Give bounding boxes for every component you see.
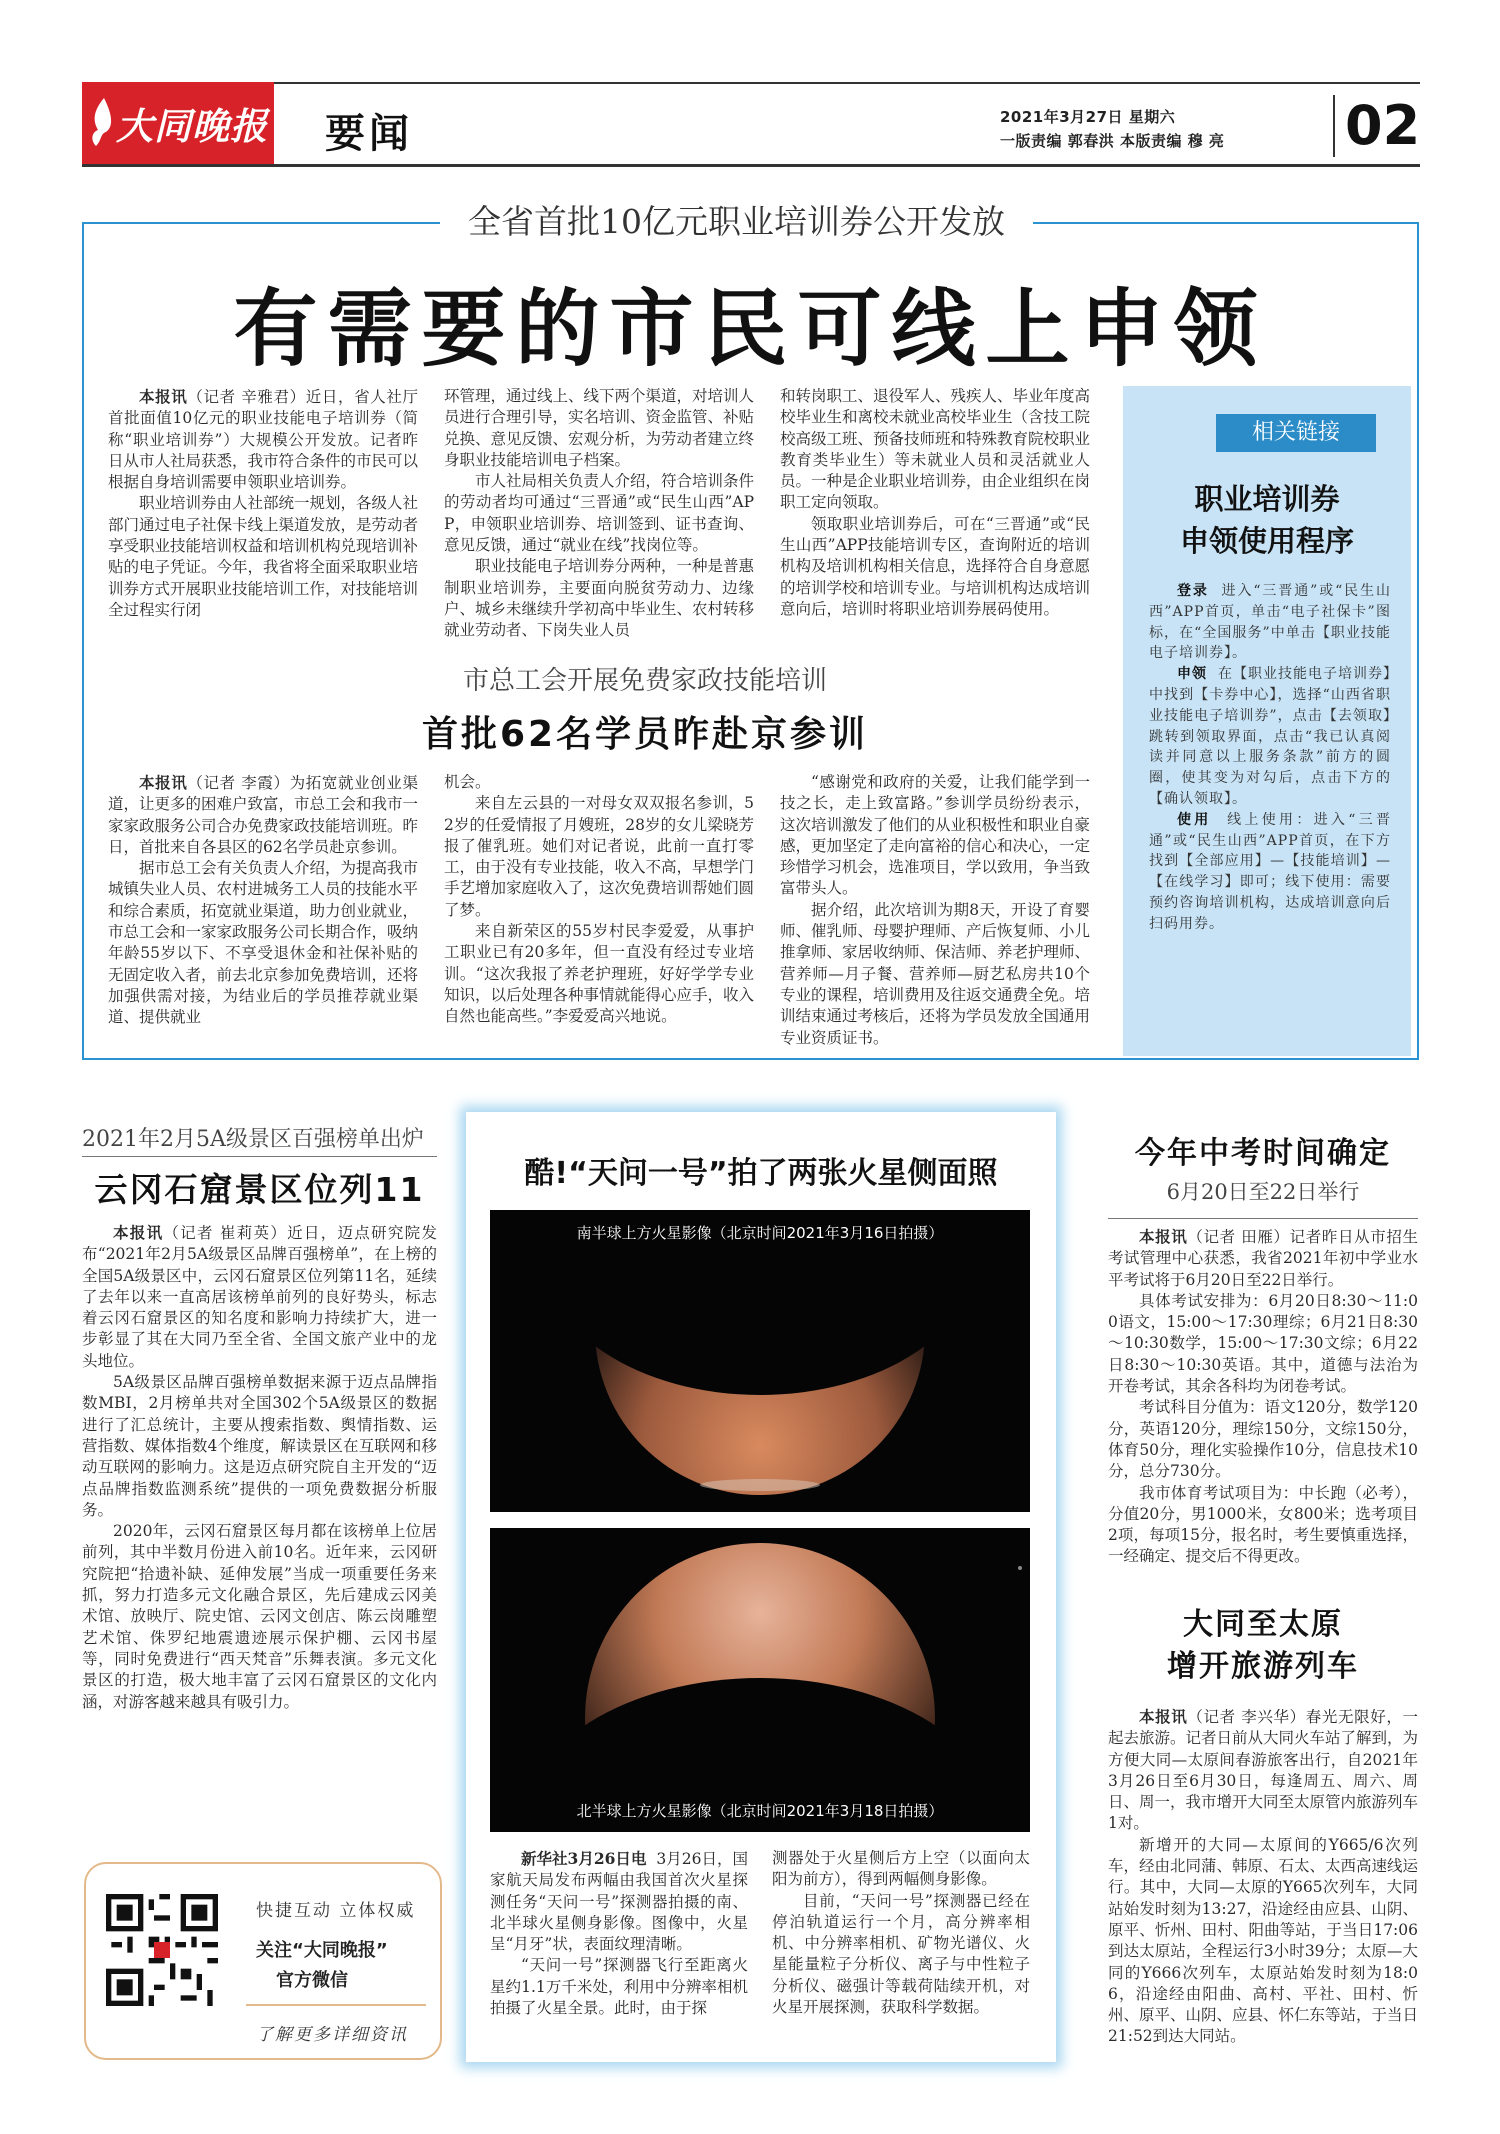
lead-reporter: （记者 辛雅君）	[187, 388, 306, 406]
logo-text: 大同晚报	[116, 104, 268, 148]
promo-slogan: 快捷互动 立体权威	[256, 1901, 416, 1921]
issue-date: 2021年3月27日 星期六	[1000, 108, 1176, 126]
page-number: 02	[1345, 94, 1421, 157]
mars-crescent-south-icon	[490, 1210, 1030, 1512]
train-paragraph: 新增开的大同—太原间的Y665/6次列车，经由北同蒲、韩原、石太、太西高速线运行。其中，大同—太原的Y665次列车，大同站始发时刻为13:27，沿途经由应县、山阴、原平、忻州、田村、阳曲等站，于当日17:06到达太原站，全程运行3小时39分；太原—大同的Y666次列车，太原站始发时刻为18:06，沿途经由阳曲、高村、平社、田村、忻州、原平、山阴、应县、怀仁东等站，于当日21:52到达大同站。	[1108, 1835, 1418, 2046]
lead-kicker: 全省首批10亿元职业培训券公开发放	[440, 196, 1033, 243]
train-headline-line: 大同至太原	[1183, 1607, 1343, 1642]
second-paragraph: 为拓宽就业创业渠道，让更多的困难户致富，市总工会和我市一家家政服务公司合办免费家政技能培训班。昨日，首批来自各县区的62名学员赴京参训。	[108, 774, 418, 856]
related-item-apply: 申领 在【职业技能电子培训券】中找到【卡券中心】，选择“山西省职业技能电子培训券”，点击【去领取】跳转到领取界面，点击“我已认真阅读并同意以上服务条款”前方的圆圈，使其变为对勾后，点击下方的【确认领取】。	[1149, 666, 1392, 807]
yungang-paragraph: 2020年，云冈石窟景区每月都在该榜单上位居前列，其中半数月份进入前10名。近年来，云冈研究院把“拾遗补缺、延伸发展”当成一项重要任务来抓，努力打造多元文化融合景区，先后建成云冈美术馆、放映厅、院史馆、云冈文创店、陈云岗雕塑艺术馆、侏罗纪地震遗迹展示保护棚、云冈书屋等，同时免费进行“西天梵音”乐舞表演。多元文化景区的打造，极大地丰富了云冈石窟景区的文化内涵，对游客越来越具有吸引力。	[82, 1522, 437, 1711]
promo-wechat: 官方微信	[276, 1970, 348, 1991]
promo-divider	[246, 2004, 426, 2006]
lead-byline: 本报讯	[139, 387, 188, 406]
mars-caption-south: 南半球上方火星影像（北京时间2021年3月16日拍摄）	[576, 1224, 944, 1242]
lead-paragraph: 职业技能电子培训券分两种，一种是普惠制职业培训券，主要面向脱贫劳动力、边缘户、城乡未继续升学初高中毕业生、农村转移就业劳动者、下岗失业人员	[444, 557, 754, 640]
mars-south-photo	[490, 1210, 1030, 1512]
mars-caption-north: 北半球上方火星影像（北京时间2021年3月18日拍摄）	[576, 1802, 944, 1820]
editors-line: 一版责编 郭春洪 本版责编 穆 亮	[1000, 132, 1225, 150]
zhongkao-paragraph: 我市体育考试项目为：中长跑（必考），分值20分，男1000米，女800米；选考项目2项，每项15分，报名时，考生要慎重选择，一经确定、提交后不得更改。	[1108, 1483, 1418, 1566]
related-title	[1123, 478, 1411, 562]
second-column-3	[780, 772, 1090, 1052]
qr-code-icon[interactable]	[106, 1894, 218, 2006]
masthead-divider	[1333, 95, 1335, 157]
lead-frame-bottom	[82, 1058, 1419, 1060]
mars-paragraph: “天问一号”探测器飞行至距离火星约1.1万千米处，利用中分辨率相机拍摄了火星全景。此时，由于探	[490, 1956, 748, 2018]
related-body	[1149, 581, 1391, 935]
mars-paragraph: 3月26日，国家航天局发布两幅由我国首次火星探测任务“天问一号”探测器拍摄的南、北半球火星侧身影像。图像中，火星呈“月牙”状，表面纹理清晰。	[490, 1850, 748, 1954]
yungang-body: 本报讯（记者 崔莉英）近日，迈点研究院发布“2021年2月5A级景区品牌百强榜单”，在上榜的全国5A级景区中，云冈石窟景区位列第11名，延续了去年以来一直高居该榜单前列的良好势头，标志着云冈石窟景区的知名度和影响力持续扩大，进一步彰显了其在大同乃至全省、全国文旅产业中的龙头地位。 5A级景区品牌百强榜单数据来源于迈点品牌指数MBI，2月榜单共对全国302个5A级景区的数据进行了汇总统计，主要从搜索指数、舆情指数、运营指数、媒体指数4个维度，解读景区在互联网和移动互联网的影响力。这是迈点研究院自主开发的“迈点品牌指数监测系统”提供的一项免费数据分析服务。 2020年，云冈石窟景区每月都在该榜单上位居前列，其中半数月份进入前10名。近年来，云冈研究院把“拾遗补缺、延伸发展”当成一项重要任务来抓，努力打造多元文化融合景区，先后建成云冈美术馆、放映厅、院史馆、云冈文创店、陈云岗雕塑艺术馆、侏罗纪地震遗迹展示保护棚、云冈书屋等，同时免费进行“西天梵音”乐舞表演。多元文化景区的打造，极大地丰富了云冈石窟景区的文化内涵，对游客越来越具有吸引力。	[82, 1222, 437, 1842]
mars-headline: 酷!“天问一号”拍了两张火星侧面照	[524, 1156, 998, 1191]
section-title: 要闻	[325, 110, 413, 157]
related-item-use: 使用 线上使用：进入“三晋通”或“民生山西”APP首页，在下方找到【全部应用】—【技能培训】—【在线学习】即可；线下使用：需要预约咨询培训机构，达成培训意向后扫码用券。	[1149, 811, 1391, 932]
second-paragraph: 来自左云县的一对母女双双报名参训，52岁的任爱情报了月嫂班，28岁的女儿梁晓芳报了催乳班。她们对记者说，此前一直打零工，由于没有专业技能，收入不高，早想学门手艺增加家庭收入了，这次免费培训帮她们圆了梦。	[444, 794, 754, 919]
lead-column-3	[780, 386, 1090, 641]
mars-paragraph: 测器处于火星侧后方上空（以面向太阳为前方），得到两幅侧身影像。	[772, 1849, 1030, 1889]
newspaper-logo	[82, 82, 274, 166]
promo-follow: 关注“大同晚报”	[256, 1940, 388, 1961]
lead-paragraph: 和转岗职工、退役军人、残疾人、毕业年度高校毕业生和离校未就业高校毕业生（含技工院校高级工班、预备技师班和特殊教育院校职业教育类毕业生）等未就业人员和灵活就业人员。一种是企业职业培训券，由企业组织在岗职工定向领取。	[780, 387, 1090, 512]
related-title-line: 职业培训券	[1194, 482, 1340, 516]
second-paragraph: 据介绍，此次培训为期8天，开设了育婴师、催乳师、母婴护理师、产后恢复师、小儿推拿师、家居收纳师、保洁师、养老护理师、营养师—月子餐、营养师—厨艺私房共10个专业的课程，培训费用及往返交通费全免。培训结束通过考核后，还将为学员发放全国通用专业资质证书。	[780, 900, 1090, 1047]
second-column-2	[444, 772, 754, 1052]
lead-paragraph: 职业培训券由人社部统一规划，各级人社部门通过电子社保卡线上渠道发放，是劳动者享受职业技能培训权益和培训机构兑现培训补贴的电子凭证。今年，我省将全面采取职业培训券方式开展职业技能培训工作，对技能培训全过程实行闭	[108, 494, 418, 619]
yungang-paragraph: 5A级景区品牌百强榜单数据来源于迈点品牌指数MBI，2月榜单共对全国302个5A级景区的数据进行了汇总统计，主要从搜索指数、舆情指数、运营指数、媒体指数4个维度，解读景区在互联网和移动互联网的影响力。这是迈点研究院自主开发的“迈点品牌指数监测系统”提供的一项免费数据分析服务。	[82, 1373, 437, 1519]
second-column-1: 本报讯（记者 李霞）为拓宽就业创业渠道，让更多的困难户致富，市总工会和我市一家家政服务公司合办免费家政技能培训班。昨日，首批来自各县区的62名学员赴京参训。 据市总工会有关负责人介绍，为提高我市城镇失业人员、农村进城务工人员的技能水平和综合素质，拓宽就业渠道，助力创业就业，市总工会和一家家政服务公司长期合作，吸纳年龄55岁以下、不享受退休金和社保补贴的无固定收入者，前去北京参加免费培训，还将加强供需对接，为结业后的学员推荐就业渠道、提供就业	[108, 772, 418, 1052]
mars-feature-box	[466, 1112, 1056, 2062]
mars-north-photo	[490, 1528, 1030, 1832]
train-body: 本报讯（记者 李兴华）春光无限好，一起去旅游。记者日前从大同火车站了解到，为方便大同—太原间春游旅客出行，自2021年3月26日至6月30日，每逢周五、周六、周日、周一，我市增开大同至太原管内旅游列车1对。 新增开的大同—太原间的Y665/6次列车，经由北同蒲、韩原、石太、太西高速线运行。其中，大同—太原的Y665次列车，大同站始发时刻为13:27，沿途经由应县、山阴、原平、忻州、田村、阳曲等站，于当日17:06到达太原站，全程运行3小时39分；太原—大同的Y666次列车，太原站始发时刻为18:06，沿途经由阳曲、高村、平社、田村、忻州、原平、山阴、应县、怀仁东等站，于当日21:52到达大同站。	[1108, 1706, 1418, 2066]
lead-paragraph: 环管理，通过线上、线下两个渠道，对培训人员进行合理引导，实名培训、资金监管、补贴兑换、意见反馈、宏观分析，为劳动者建立终身职业技能培训电子档案。	[444, 387, 754, 469]
train-paragraph: 春光无限好，一起去旅游。记者日前从大同火车站了解到，为方便大同—太原间春游旅客出行，自2021年3月26日至6月30日，每逢周五、周六、周日、周一，我市增开大同至太原管内旅游列车1对。	[1108, 1708, 1418, 1833]
yungang-paragraph: 近日，迈点研究院发布“2021年2月5A级景区品牌百强榜单”，在上榜的全国5A级景区中，云冈石窟景区位列第11名，延续了去年以来一直高居该榜单前列的良好势头，标志着云冈石窟景区的知名度和影响力持续扩大，进一步彰显了其在大同乃至全省、全国文旅产业中的龙头地位。	[82, 1224, 437, 1370]
zhongkao-paragraph: 考试科目分值为：语文120分，数学120分，英语120分，理综150分，文综150分，体育50分，理化实验操作10分，信息技术10分，总分730分。	[1108, 1398, 1418, 1481]
lead-paragraph: 领取职业培训券后，可在“三晋通”或“民生山西”APP技能培训专区，查询附近的培训机构及培训机构相关信息，选择符合自身意愿的培训学校和培训专业。与培训机构达成培训意向后，培训时将职业培训券展码使用。	[780, 514, 1090, 618]
zhongkao-headline: 今年中考时间确定	[1135, 1136, 1391, 1171]
second-paragraph: “感谢党和政府的关爱，让我们能学到一技之长，走上致富路。”参训学员纷纷表示，这次培训激发了他们的从业积极性和职业自豪感，更加坚定了走向富裕的信心和决心，一定珍惜学习机会，选准项目，学以致用，争当致富带头人。	[780, 773, 1090, 898]
lead-column-1	[108, 386, 418, 641]
second-paragraph: 据市总工会有关负责人介绍，为提高我市城镇失业人员、农村进城务工人员的技能水平和综合素质，拓宽就业渠道，助力创业就业，市总工会和一家家政服务公司长期合作，吸纳年龄55岁以下、不享受退休金和社保补贴的无固定收入者，前去北京参加免费培训，还将加强供需对接，为结业后的学员推荐就业渠道、提供就业	[108, 859, 418, 1027]
zhongkao-subhead: 6月20日至22日举行	[1166, 1180, 1360, 1204]
related-tag: 相关链接	[1216, 414, 1376, 452]
lead-column-2	[444, 386, 754, 641]
related-title-line: 申领使用程序	[1179, 524, 1354, 558]
second-paragraph: 机会。	[444, 773, 491, 791]
lead-paragraph: 近日，省人社厅首批面值10亿元的职业技能电子培训券（简称“职业培训券”）大规模公开发放。记者昨日从市人社局获悉，我市符合条件的市民可以根据自身培训需要申领职业培训券。	[108, 388, 418, 492]
wechat-promo-box	[84, 1862, 442, 2060]
related-links-box	[1123, 386, 1411, 1056]
masthead-bottom-rule	[82, 164, 1420, 167]
masthead-top-rule	[82, 82, 1420, 84]
mars-column-1: 新华社3月26日电 3月26日，国家航天局发布两幅由我国首次火星探测任务“天问一号”探测器拍摄的南、北半球火星侧身影像。图像中，火星呈“月牙”状，表面纹理清晰。 “天问一号”探测器飞行至距离火星约1.1万千米处，利用中分辨率相机拍摄了火星全景。此时，由于探	[490, 1848, 748, 2048]
zhongkao-paragraph: 具体考试安排为：6月20日8:30～11:00语文，15:00～17:30理综；6月21日8:30～10:30数学，15:00～17:30文综；6月22日8:30～10:30英语。其中，道德与法治为开卷考试，其余各科均为闭卷考试。	[1108, 1291, 1418, 1396]
second-headline: 首批62名学员昨赴京参训	[421, 714, 869, 755]
train-headline-line: 增开旅游列车	[1167, 1649, 1359, 1684]
mars-crescent-north-icon	[490, 1528, 1030, 1832]
zhongkao-body: 本报讯（记者 田雁）记者昨日从市招生考试管理中心获悉，我省2021年初中学业水平考试将于6月20日至22日举行。 具体考试安排为：6月20日8:30～11:00语文，15:00～17:30理综；6月21日8:30～10:30数学，15:00～17:30文综；6月22日8:30～10:30英语。其中，道德与法治为开卷考试，其余各科均为闭卷考试。 考试科目分值为：语文120分，数学120分，英语120分，理综150分，文综150分，体育50分，理化实验操作10分，信息技术10分，总分730分。 我市体育考试项目为：中长跑（必考），分值20分，男1000米，女800米；选考项目2项，每项15分，报名时，考生要慎重选择，一经确定、提交后不得更改。	[1108, 1226, 1418, 1586]
second-paragraph: 来自新荣区的55岁村民李爱爱，从事护工职业已有20多年，但一直没有经过专业培训。“这次我报了养老护理班，好好学学专业知识，以后处理各种事情就能得心应手，收入自然也能高些。”李爱爱高兴地说。	[444, 922, 754, 1026]
second-kicker: 市总工会开展免费家政技能培训	[462, 666, 827, 696]
mars-column-2	[772, 1848, 1030, 2048]
mars-paragraph: 目前，“天问一号”探测器已经在停泊轨道运行一个月，高分辨率相机、中分辨率相机、矿物光谱仪、火星能量粒子分析仪、离子与中性粒子分析仪、磁强计等载荷陆续开机，对火星开展探测，获取科学数据。	[772, 1891, 1030, 2017]
yungang-kicker: 2021年2月5A级景区百强榜单出炉	[82, 1127, 424, 1152]
lead-headline: 有需要的市民可线上申领	[233, 279, 1268, 378]
yungang-rule	[82, 1156, 437, 1157]
zhongkao-paragraph: 记者昨日从市招生考试管理中心获悉，我省2021年初中学业水平考试将于6月20日至22日举行。	[1108, 1228, 1418, 1289]
yungang-headline: 云冈石窟景区位列11	[94, 1170, 425, 1209]
promo-more-info: 了解更多详细资讯	[256, 2025, 408, 2045]
flame-logo-icon	[88, 96, 116, 148]
lead-paragraph: 市人社局相关负责人介绍，符合培训条件的劳动者均可通过“三晋通”或“民生山西”APP，申领职业培训券、培训签到、证书查询、意见反馈，通过“就业在线”找岗位等。	[444, 472, 754, 555]
zhongkao-rule	[1108, 1218, 1418, 1219]
train-headline	[1108, 1604, 1418, 1688]
related-item-login: 登录 进入“三晋通”或“民生山西”APP首页，单击“电子社保卡”图标，在“全国服务”中单击【职业技能电子培训券】。	[1149, 583, 1391, 662]
